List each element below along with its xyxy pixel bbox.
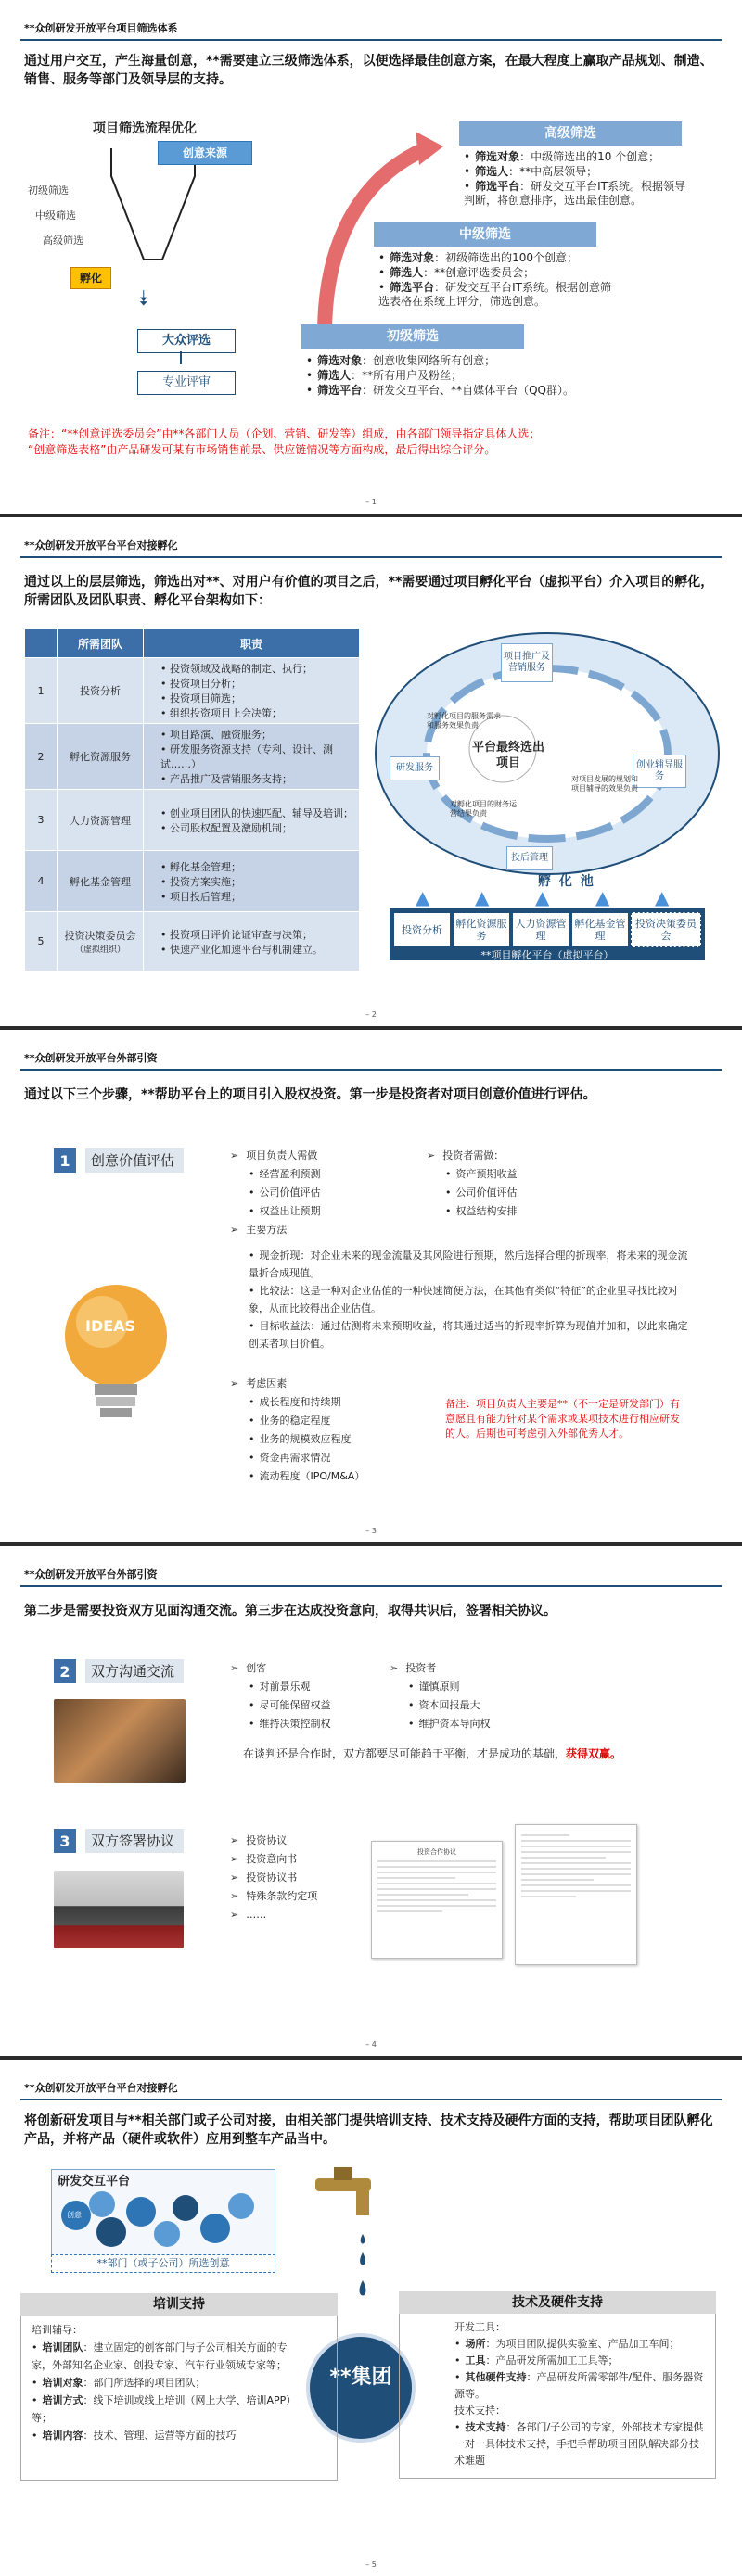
slide-header: **众创研发开放平台平台对接孵化 <box>24 2082 178 2094</box>
note-2: “创意筛选表格”由产品研发可某有市场销售前景、供应链情况等方面构成，最后得出综合评分。 <box>28 443 496 456</box>
cycle-node-post-investment: 投后管理 <box>506 846 553 870</box>
bar-caption: **项目孵化平台（虚拟平台） <box>480 949 614 961</box>
header-rule <box>20 1585 722 1587</box>
level-mid-title: 中级筛选 <box>374 222 596 247</box>
page-number: – 5 <box>365 2560 377 2569</box>
training-title: 培训支持 <box>20 2293 338 2316</box>
up-arrow-icon: ▲ <box>535 886 550 908</box>
lightbulb-icon <box>56 1280 176 1442</box>
up-arrow-icon: ▲ <box>655 886 670 908</box>
table-header-row <box>25 629 360 658</box>
level-low-body: • 筛选对象：创意收集网络所有创意； • 筛选人：**所有用户及粉丝； • 筛选平台：研发交互平台、**自媒体平台（QQ群）。 <box>306 354 575 399</box>
slide-intro: 第二步是需要投资双方见面沟通交流。第三步在达成投资意向，取得共识后，签署相关协议。 <box>24 1604 556 1618</box>
table-row: 2 孵化资源服务 • 项目路演、融资服务； • 研发服务资源支持（专利、设计、测试……） • 产品推广及营销服务支持； <box>25 724 360 790</box>
slide-5 <box>0 2060 742 2576</box>
expert-review-box: 专业评审 <box>137 371 236 395</box>
bar-cell: 孵化资源服务 <box>453 912 510 947</box>
factors-list: ➢ 考虑因素 • 成长程度和持续期 • 业务的稳定程度 • 业务的规模效应程度 • 资金再需求情况 • 流动程度（IPO/M&A） <box>230 1375 434 1486</box>
tech-title: 技术及硬件支持 <box>399 2291 716 2314</box>
table-row: 5 投资决策委员会 （虚拟组织） • 投资项目评价论证审查与决策； • 快速产业化加速平台与机制建立。 <box>25 912 360 971</box>
cycle-node-rnd: 研发服务 <box>390 756 440 780</box>
page-number: – 1 <box>365 498 377 506</box>
cycle-node-mentoring: 创业辅导服务 <box>633 755 686 788</box>
header-rule <box>20 556 722 558</box>
level-high-title: 高级筛选 <box>459 121 682 146</box>
cycle-note-2: 对项目发展的规划和项目辅导的效果负责 <box>571 775 638 793</box>
slide-2 <box>0 517 742 1026</box>
slide-header: **众创研发开放平台外部引资 <box>24 1568 158 1580</box>
level-high-body: • 筛选对象：中级筛选出的10 个创意； • 筛选人：**中高层领导； • 筛选平台：研发交互平台IT系统。根据领导判断，将创意排序，选出最佳创意。 <box>464 150 696 209</box>
table-row: 4 孵化基金管理 • 孵化基金管理； • 投资方案实施； • 项目投后管理； <box>25 851 360 912</box>
handshake-photo <box>54 1699 186 1783</box>
slide-intro: 通过以上的层层筛选，筛选出对**、对用户有价值的项目之后，**需要通过项目孵化平台（虚拟平台）介入项目的孵化，所需团队及团队职责、孵化平台架构如下： <box>24 575 714 608</box>
funnel-level-2: 中级筛选 <box>35 209 76 222</box>
connector-line <box>180 351 182 364</box>
slide-1 <box>0 0 742 514</box>
note: 备注：项目负责人主要是**（不一定是研发部门）有意愿且有能力针对某个需求或某项技术进行相应研发的人。后期也可考虑引入外部优秀人才。 <box>445 1398 680 1440</box>
slide-header: **众创研发开放平台平台对接孵化 <box>24 539 178 552</box>
up-arrow-icon: ▲ <box>595 886 610 908</box>
header-rule <box>20 39 722 41</box>
bar-cell: 投资决策委员会 <box>631 912 701 947</box>
funnel-level-3: 高级筛选 <box>43 235 83 247</box>
section-header: 1 创意价值评估 <box>54 1148 184 1173</box>
cycle-note-3: 对孵化项目的财务运营结果负责 <box>450 800 517 818</box>
cycle-note-1: 对孵化项目的服务需求和服务效果负责 <box>427 712 501 730</box>
note-1: 备注：“**创意评选委员会”由**各部门人员（企划、营销、研发等）组成，由各部门领导指定具体人选； <box>28 427 541 440</box>
investor-list: ➢ 投资者 • 谨慎原则 • 资本回报最大 • 维护资本导向权 <box>390 1659 556 1733</box>
up-arrow-icon: ▲ <box>475 886 490 908</box>
public-vote-box: 大众评选 <box>137 329 236 353</box>
page-number: – 4 <box>365 2040 377 2049</box>
idea-bubbles <box>56 2188 269 2252</box>
chevron-down-icon: ⯯ <box>137 287 150 311</box>
funnel-level-1: 初级筛选 <box>28 184 69 197</box>
slide-4 <box>0 1546 742 2056</box>
contract-document: 投资合作协议 <box>371 1841 503 1959</box>
bar-cell: 投资分析 <box>393 912 451 947</box>
bar-cell: 人力资源管理 <box>512 912 569 947</box>
page-number: – 3 <box>365 1527 377 1535</box>
level-mid-body: • 筛选对象：初级筛选出的100个创意； • 筛选人：**创意评选委员会； • 筛选平台：研发交互平台IT系统。根据创意筛选表格在系统上评分，筛选创意。 <box>378 251 620 310</box>
selected-ideas: **部门（或子公司）所选创意 <box>51 2254 275 2273</box>
slide-intro: 通过用户交互，产生海量创意，**需要建立三级筛选体系，以便选择最佳创意方案，在最大程度上赢取产品规划、制造、销售、服务等部门及领导层的支持。 <box>24 54 713 87</box>
header-rule <box>20 1069 722 1071</box>
bar-cell: 孵化基金管理 <box>571 912 629 947</box>
slide-header: **众创研发开放平台项目筛选体系 <box>24 22 178 34</box>
funnel-title: 项目筛选流程优化 <box>93 121 197 136</box>
table-row: 3 人力资源管理 • 创业项目团队的快速匹配、辅导及培训； • 公司股权配置及激励机制； <box>25 790 360 851</box>
project-lead-list: ➢ 项目负责人需做 • 经营盈利预测 • 公司价值评估 • 权益出让预期 ➢ 主要方法 <box>230 1147 453 1239</box>
pool-label: 孵 化 池 <box>538 874 595 889</box>
contract-document <box>515 1824 637 1965</box>
investor-list: ➢ 投资者需做： • 资产预期收益 • 公司价值评估 • 权益结构安排 <box>427 1147 612 1221</box>
bulb-text: IDEAS <box>85 1317 136 1335</box>
level-low-title: 初级筛选 <box>301 324 524 349</box>
team-table <box>24 628 360 971</box>
column-header-duty: 职责 <box>144 629 360 658</box>
header-rule <box>20 2099 722 2100</box>
funnel-top-box: 创意来源 <box>158 141 252 165</box>
platform-title: 研发交互平台 <box>58 2175 131 2189</box>
table-row: 1 投资分析 • 投资领域及战略的制定、执行； • 投资项目分析； • 投资项目筛选； • 组织投资项目上会决策； <box>25 658 360 724</box>
slide-header: **众创研发开放平台外部引资 <box>24 1052 158 1064</box>
training-body: 培训辅导： • 培训团队：建立固定的创客部门与子公司相关方面的专家，外部知名企业家、创投专家、汽车行业领域专家等； • 培训对象：部门所选择的项目团队； • 培训方式：线下培训或线上培训（网上大学、培训APP）等； • 培训内容：技术、管理、运营等方面的技巧 <box>32 2321 291 2444</box>
up-arrow-icon: ▲ <box>416 886 430 908</box>
cycle-node-promotion: 项目推广及营销服务 <box>501 643 553 682</box>
bubble-label: 创意 <box>67 2211 82 2219</box>
incubate-box: 孵化 <box>70 267 111 289</box>
slide-intro: 通过以下三个步骤，**帮助平台上的项目引入股权投资。第一步是投资者对项目创意价值进行评估。 <box>24 1087 596 1102</box>
signing-photo <box>54 1871 184 1948</box>
group-name: **集团 <box>329 2366 392 2389</box>
section-header: 2 双方沟通交流 <box>54 1659 184 1683</box>
tech-body: 开发工具： • 场所：为项目团队提供实验室、产品加工车间； • 工具：产品研发所需加工工具等； • 其他硬件支持：产品研发所需零部件/配件、服务器资源等。 技术支持： • 技术支持：各部门/子公司的专家，外部技术专家提供一对一具体技术支持，手把手帮助项目团队解决部分技术难题 <box>454 2319 705 2469</box>
slide-3 <box>0 1030 742 1542</box>
cycle-center: 平台最终选出项目 <box>471 741 544 770</box>
negotiation-text: 在谈判还是合作时，双方都要尽可能趋于平衡，才是成功的基础，获得双赢。 <box>243 1747 622 1760</box>
slide-intro: 将创新研发项目与**相关部门或子公司对接，由相关部门提供培训支持、技术支持及硬件方面的支持，帮助项目团队孵化产品，并将产品（硬件或软件）应用到整车产品当中。 <box>24 2113 713 2147</box>
page-number: – 2 <box>365 1010 377 1019</box>
maker-list: ➢ 创客 • 对前景乐观 • 尽可能保留权益 • 维持决策控制权 <box>230 1659 397 1733</box>
methods-list: • 现金折现：对企业未来的现金流量及其风险进行预期，然后选择合理的折现率，将未来的现金流量折合成现值。 • 比较法：这是一种对企业估值的一种快速简便方法，在其他有类似“特征”的企业里寻找比较对象，从而比较得出企业估值。 • 目标收益法：通过估测将未来预期收益，将其通过适当的折现率折算为现值并加和，以此来确定创某者项目价值。 <box>249 1247 694 1352</box>
agreement-list: ➢ 投资协议 ➢ 投资意向书 ➢ 投资协议书 ➢ 特殊条款约定项 ➢ …… <box>230 1832 388 1924</box>
column-header-team: 所需团队 <box>58 629 144 658</box>
section-header: 3 双方签署协议 <box>54 1829 184 1853</box>
